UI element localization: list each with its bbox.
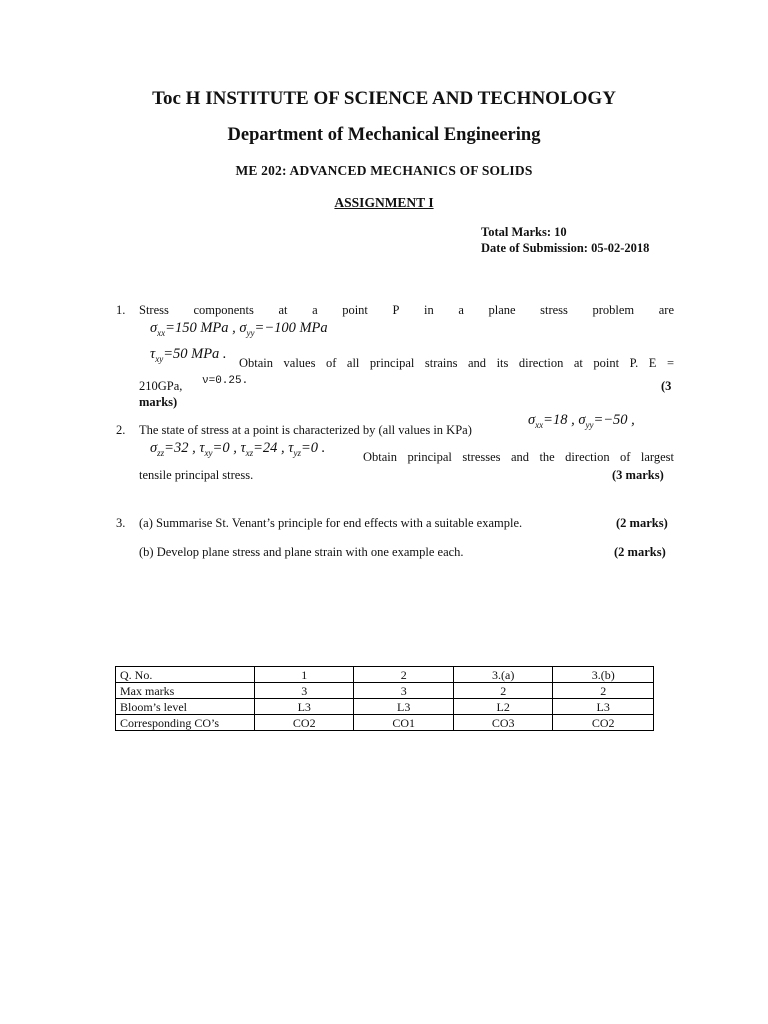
submission-date: Date of Submission: 05-02-2018	[481, 241, 650, 255]
table-cell: 3.(a)	[453, 667, 552, 683]
table-cell: L3	[255, 699, 354, 715]
table-cell: CO1	[354, 715, 453, 731]
institute-title: Toc H INSTITUTE OF SCIENCE AND TECHNOLOGY	[152, 88, 616, 109]
word: plane	[488, 303, 516, 317]
word: at	[278, 303, 288, 317]
table-row	[116, 715, 654, 731]
table-cell: Bloom’s level	[116, 699, 255, 715]
word: a	[312, 303, 318, 317]
question-3-part-a: (a) Summarise St. Venant’s principle for end effects with a suitable example.	[139, 516, 523, 530]
word: components	[193, 303, 254, 317]
question-1-line-3: Obtain values of all principal strains and its direction at point P. E =	[239, 356, 674, 370]
marks-table	[115, 666, 654, 731]
table-row	[116, 667, 654, 683]
table-cell: 1	[255, 667, 354, 683]
question-number: 1.	[116, 303, 126, 317]
question-2-line-3: tensile principal stress.	[139, 468, 254, 482]
word: point	[342, 303, 368, 317]
total-marks: Total Marks: 10	[481, 225, 567, 239]
word: a	[458, 303, 464, 317]
question-number: 3.	[116, 516, 126, 530]
course-title: ME 202: ADVANCED MECHANICS OF SOLIDS	[235, 163, 533, 178]
question-1-marks-close: marks)	[139, 395, 178, 409]
equation-stress-2: $\sigma_{zz}=32$ , $\tau_{xy}=0$ , $\tau_{xz}=24$ , $\tau_{yz}=0$ .	[150, 440, 326, 458]
table-cell: Max marks	[116, 683, 255, 699]
table-row	[116, 699, 654, 715]
table-cell: 2	[553, 683, 654, 699]
word: problem	[592, 303, 635, 317]
table-row	[116, 683, 654, 699]
question-1-line-1	[139, 302, 674, 318]
table-cell: 3	[354, 683, 453, 699]
table-cell: L2	[453, 699, 552, 715]
word: P	[392, 303, 400, 317]
word: Stress	[139, 303, 169, 317]
assignment-title: ASSIGNMENT I	[334, 195, 434, 210]
table-cell: L3	[553, 699, 654, 715]
department-text: Department of Mechanical Engineering	[227, 125, 541, 145]
word: in	[424, 303, 434, 317]
question-3-marks-b: (2 marks)	[614, 545, 666, 559]
table-cell: Corresponding CO’s	[116, 715, 255, 731]
question-2-line-2: Obtain principal stresses and the direction of largest	[363, 450, 674, 464]
question-1-modulus: 210GPa,	[139, 379, 183, 393]
poisson-ratio: ν=0.25.	[202, 375, 249, 387]
question-3-marks-a: (2 marks)	[616, 516, 668, 530]
table-cell: CO3	[453, 715, 552, 731]
word: are	[658, 303, 674, 317]
question-1-marks-open: (3	[661, 379, 672, 393]
table-cell: L3	[354, 699, 453, 715]
table-cell: 3	[255, 683, 354, 699]
equation-stress-shear: $\tau_{xy}=50$ MPa .	[150, 346, 227, 364]
question-2-marks: (3 marks)	[612, 468, 664, 482]
equation-stress-normal: $\sigma_{xx}=150$ MPa , $\sigma_{yy}=-100$ MPa	[150, 320, 328, 338]
table-cell: 2	[354, 667, 453, 683]
table-cell: 3.(b)	[553, 667, 654, 683]
word: stress	[540, 303, 568, 317]
table-cell: Q. No.	[116, 667, 255, 683]
department-title	[0, 125, 768, 146]
table-cell: CO2	[553, 715, 654, 731]
equation-stress-1: $\sigma_{xx}=18$ , $\sigma_{yy}=-50$ ,	[528, 412, 635, 430]
question-3-part-b: (b) Develop plane stress and plane strain with one example each.	[139, 545, 464, 559]
table-cell: 2	[453, 683, 552, 699]
table-cell: CO2	[255, 715, 354, 731]
question-2-intro: The state of stress at a point is characterized by (all values in KPa)	[139, 423, 472, 437]
question-number: 2.	[116, 423, 126, 437]
